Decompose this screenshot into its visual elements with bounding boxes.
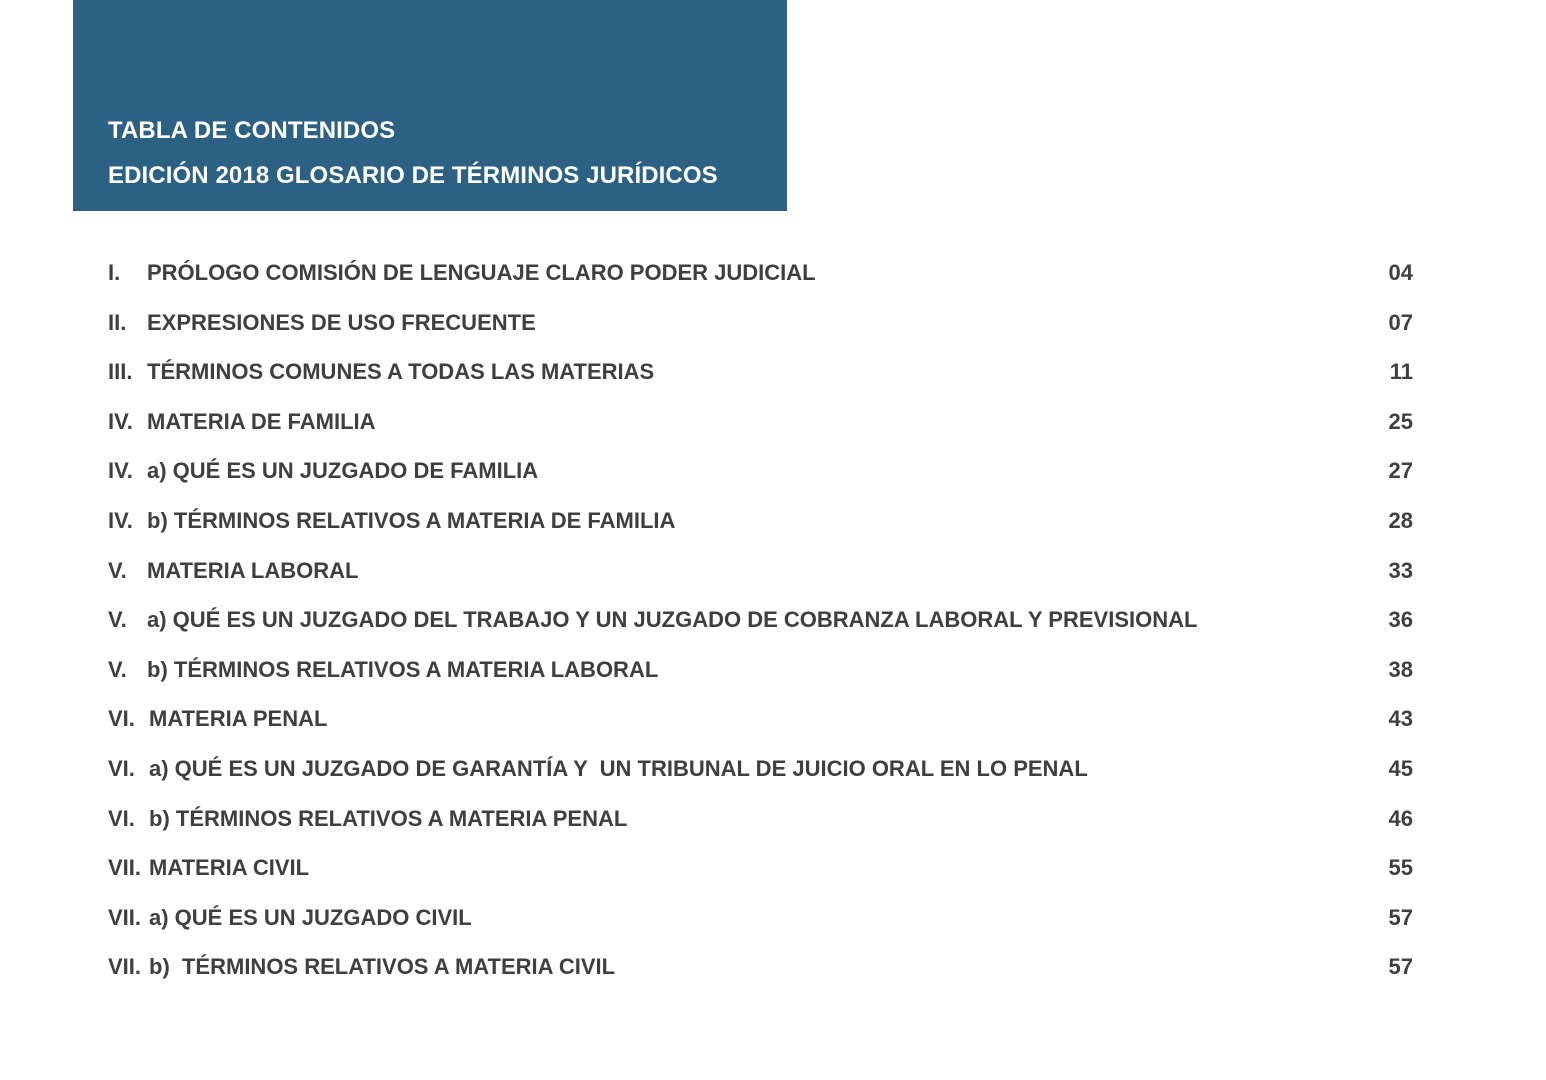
toc-entry-page: 43 <box>1388 706 1413 732</box>
toc-entry-number: IV. <box>108 408 133 434</box>
toc-entry-page: 36 <box>1388 607 1413 633</box>
toc-entry-page: 46 <box>1388 805 1413 831</box>
toc-entry-page: 55 <box>1388 855 1413 881</box>
toc-entry[interactable] <box>108 602 1413 652</box>
toc-entry[interactable] <box>108 900 1413 950</box>
toc-entry-number: VII. <box>108 904 142 930</box>
toc-entry-number: VI. <box>108 755 135 781</box>
toc-entry-number: IV. <box>108 458 133 484</box>
toc-entry-page: 38 <box>1388 656 1413 682</box>
toc-entry-page: 25 <box>1388 408 1413 434</box>
toc-entry-number: V. <box>108 557 127 583</box>
toc-entry-number: VI. <box>108 805 135 831</box>
toc-entry[interactable] <box>108 354 1413 404</box>
toc-entry-page: 57 <box>1388 904 1413 930</box>
toc-entry-number: III. <box>108 359 133 385</box>
toc-entry-title: b) TÉRMINOS RELATIVOS A MATERIA CIVIL <box>149 954 616 980</box>
toc-entry-title: b) TÉRMINOS RELATIVOS A MATERIA PENAL <box>149 805 628 831</box>
toc-entry-title: MATERIA CIVIL <box>149 855 310 881</box>
toc-entry-number: IV. <box>108 507 133 533</box>
toc-entry-title: MATERIA DE FAMILIA <box>147 408 376 434</box>
toc-entry-number: I. <box>108 260 121 285</box>
toc-entry-page: 28 <box>1388 507 1413 533</box>
title-banner <box>73 0 787 211</box>
toc-entry-title: MATERIA PENAL <box>149 706 328 732</box>
toc-entry-title: EXPRESIONES DE USO FRECUENTE <box>147 309 536 335</box>
toc-entry-number: VI. <box>108 706 135 732</box>
toc-entry-page: 45 <box>1388 755 1413 781</box>
toc-entry[interactable] <box>108 751 1413 801</box>
toc-entry[interactable] <box>108 453 1413 503</box>
toc-entry-title: TÉRMINOS COMUNES A TODAS LAS MATERIAS <box>147 359 655 385</box>
toc-entry-title: PRÓLOGO COMISIÓN DE LENGUAJE CLARO PODER JUDICIAL <box>147 260 816 285</box>
toc-entry-title: b) TÉRMINOS RELATIVOS A MATERIA LABORAL <box>147 656 659 682</box>
toc-entry-page: 04 <box>1388 260 1413 285</box>
toc-entry[interactable] <box>108 553 1413 603</box>
toc-entry[interactable] <box>108 255 1413 305</box>
toc-entry-number: V. <box>108 607 127 633</box>
toc-entry-title: a) QUÉ ES UN JUZGADO CIVIL <box>149 904 472 930</box>
toc-entry[interactable] <box>108 701 1413 751</box>
edition-subtitle: EDICIÓN 2018 GLOSARIO DE TÉRMINOS JURÍDICOS <box>108 162 718 189</box>
toc-entry-page: 07 <box>1388 309 1413 335</box>
toc-entry-title: MATERIA LABORAL <box>147 557 359 583</box>
toc-entry-title: a) QUÉ ES UN JUZGADO DE FAMILIA <box>147 458 539 484</box>
toc-entry[interactable] <box>108 503 1413 553</box>
toc-entry[interactable] <box>108 652 1413 702</box>
toc-entry[interactable] <box>108 801 1413 851</box>
toc-entry-number: II. <box>108 309 127 335</box>
table-of-contents <box>108 255 1413 999</box>
toc-entry-title: b) TÉRMINOS RELATIVOS A MATERIA DE FAMILIA <box>147 507 676 533</box>
toc-entry[interactable] <box>108 404 1413 454</box>
toc-entry-title: a) QUÉ ES UN JUZGADO DE GARANTÍA Y UN TRIBUNAL DE JUICIO ORAL EN LO PENAL <box>149 755 1088 781</box>
toc-entry-number: V. <box>108 656 127 682</box>
toc-entry[interactable] <box>108 949 1413 999</box>
toc-entry-page: 57 <box>1388 954 1413 980</box>
toc-entry[interactable] <box>108 305 1413 355</box>
toc-entry-page: 33 <box>1388 557 1413 583</box>
toc-heading: TABLA DE CONTENIDOS <box>108 117 396 144</box>
toc-entry-number: VII. <box>108 855 142 881</box>
toc-entry-page: 27 <box>1388 458 1413 484</box>
toc-entry[interactable] <box>108 850 1413 900</box>
toc-entry-number: VII. <box>108 954 142 980</box>
toc-entry-title: a) QUÉ ES UN JUZGADO DEL TRABAJO Y UN JUZGADO DE COBRANZA LABORAL Y PREVISIONAL <box>147 607 1198 633</box>
toc-entry-page: 11 <box>1389 359 1413 385</box>
